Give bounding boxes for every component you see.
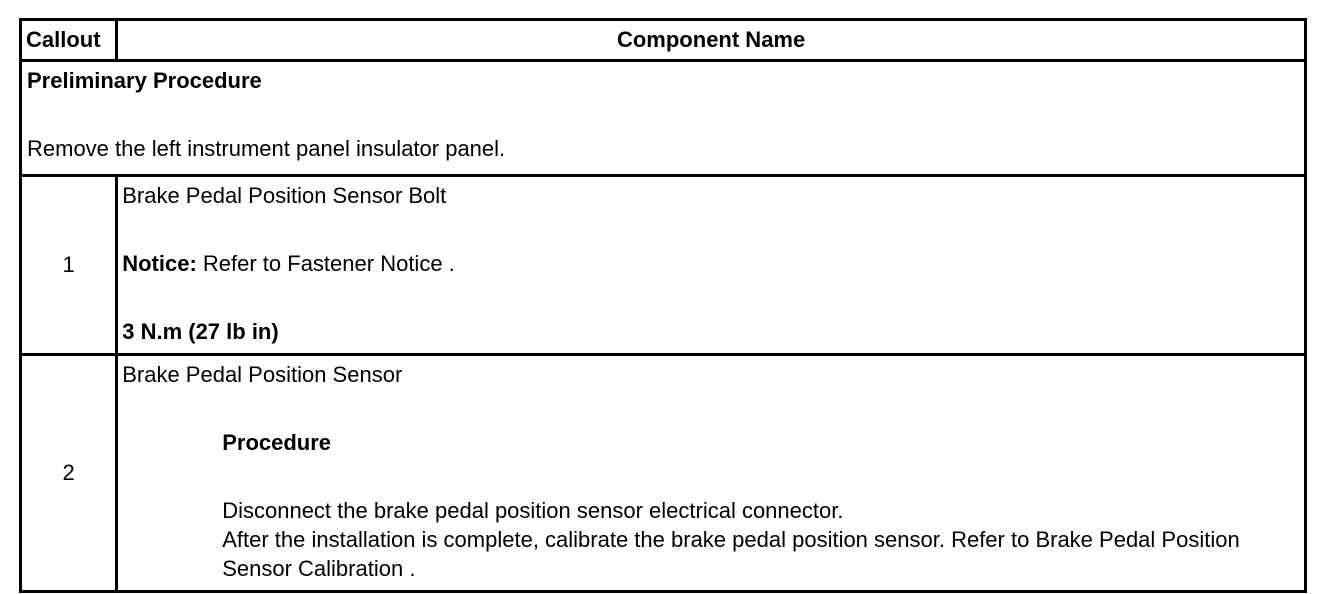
procedure-title: Procedure <box>222 430 332 455</box>
notice-line <box>122 251 1298 277</box>
notice-text: Refer to Fastener Notice . <box>196 251 455 276</box>
procedure-step: Disconnect the brake pedal position sensor electrical connector. <box>222 498 844 523</box>
table-header-row <box>21 20 1306 61</box>
procedure-document <box>19 18 1307 593</box>
preliminary-text: Remove the left instrument panel insulator panel. <box>27 136 506 161</box>
component-cell <box>117 176 1306 355</box>
component-name-column-header: Component Name <box>117 20 1306 61</box>
preliminary-cell <box>21 61 1306 176</box>
callout-number: 2 <box>21 355 117 592</box>
notice-label: Notice: <box>122 251 197 276</box>
callout-number: 1 <box>21 176 117 355</box>
procedure-steps <box>222 496 1298 583</box>
procedure-block <box>122 430 1298 583</box>
table-row <box>21 176 1306 355</box>
component-name: Brake Pedal Position Sensor <box>122 362 403 387</box>
callout-column-header: Callout <box>21 20 117 61</box>
preliminary-title: Preliminary Procedure <box>27 68 262 93</box>
procedure-step: After the installation is complete, calibrate the brake pedal position sensor. Refer to Brake Pedal Position Sensor Calibration . <box>222 527 1240 581</box>
torque-spec: 3 N.m (27 lb in) <box>122 319 279 344</box>
preliminary-row <box>21 61 1306 176</box>
component-name: Brake Pedal Position Sensor Bolt <box>122 183 447 208</box>
table-row <box>21 355 1306 592</box>
component-cell <box>117 355 1306 592</box>
component-table <box>19 18 1307 593</box>
